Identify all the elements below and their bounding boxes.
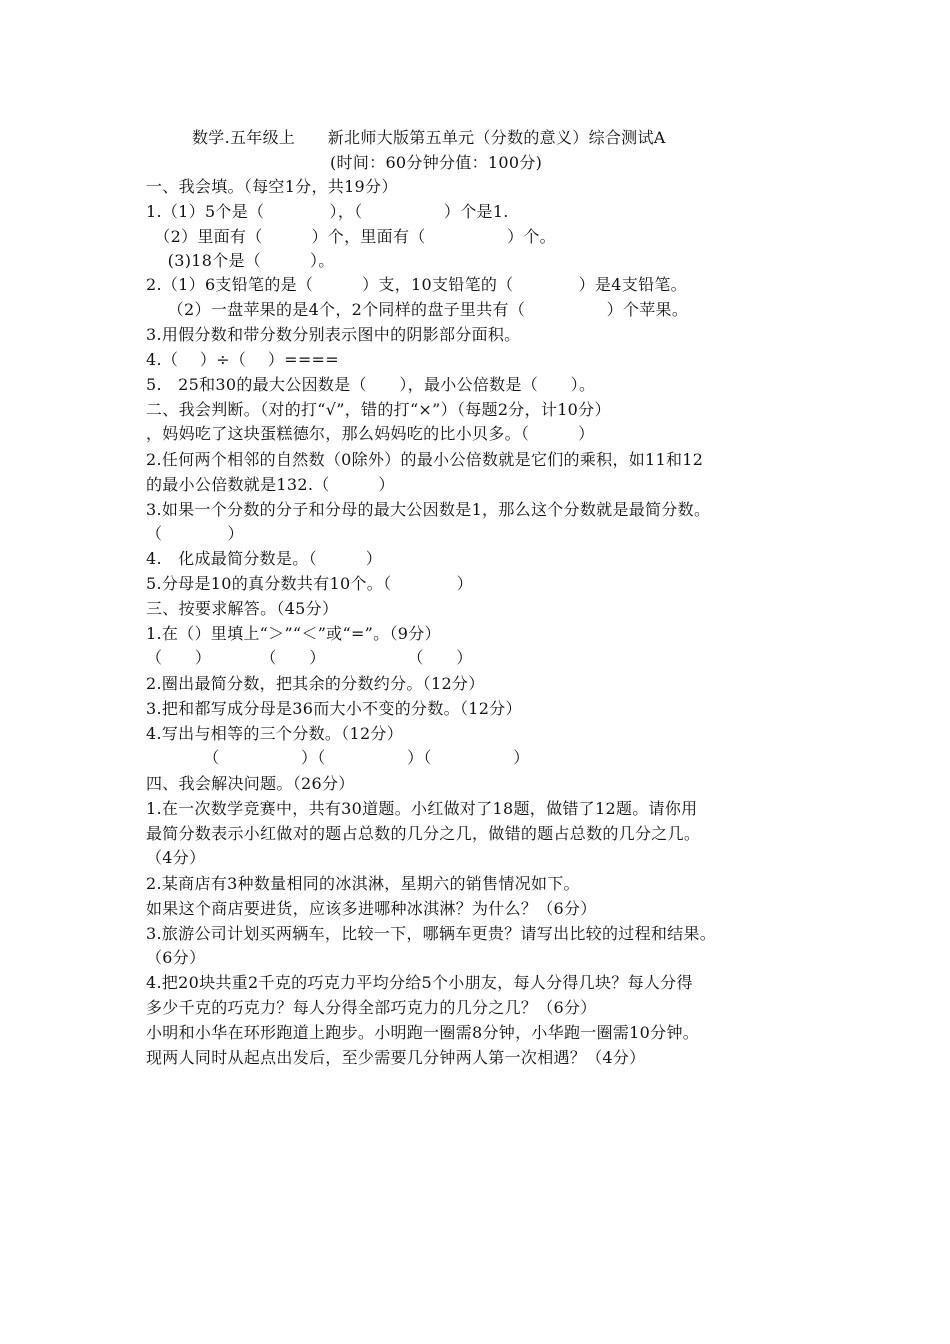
page-subtitle: (时间：60分钟分值：100分) [330, 153, 543, 172]
question-line: 3.旅游公司计划买两辆车，比较一下，哪辆车更贵？请写出比较的过程和结果。 [146, 924, 717, 943]
question-line: 多少千克的巧克力？每人分得全部巧克力的几分之几？（6分） [146, 998, 597, 1017]
question-line: 1.在（）里填上“＞”“＜”或“=”。（9分） [146, 624, 441, 643]
question-line: ，妈妈吃了这块蛋糕德尔，那么妈妈吃的比小贝多。（ ） [146, 424, 595, 443]
section-heading: 二、我会判断。（对的打“√”，错的打“×”）（每题2分，计10分） [146, 400, 611, 419]
question-line: 最简分数表示小红做对的题占总数的几分之几，做错的题占总数的几分之几。 [146, 824, 701, 843]
answer-blank: （ ） [146, 524, 244, 543]
answer-blanks: （ ）（ ）（ ） [146, 748, 530, 767]
question-line: 2.任何两个相邻的自然数（0除外）的最小公倍数就是它们的乘积，如11和12 [146, 450, 704, 469]
question-line: 5.分母是10的真分数共有10个。（ ） [146, 574, 473, 593]
question-line: 如果这个商店要进货，应该多进哪种冰淇淋？为什么？（6分） [146, 899, 597, 918]
question-line: 3.把和都写成分母是36而大小不变的分数。（12分） [146, 699, 522, 718]
question-line: 4.把20块共重2千克的巧克力平均分给5个小朋友，每人分得几块？每人分得 [146, 973, 693, 992]
question-line: 2.（1）6支铅笔的是（ ）支，10支铅笔的（ ）是4支铅笔。 [146, 275, 687, 294]
question-line: （4分） [146, 848, 206, 867]
question-line: （2）一盘苹果的是4个，2个同样的盘子里共有（ ）个苹果。 [146, 300, 689, 319]
section-heading: 四、我会解决问题。（26分） [146, 774, 355, 793]
page-title: 数学.五年级上 新北师大版第五单元（分数的意义）综合测试A [192, 128, 666, 147]
question-line: 4. 化成最简分数是。（ ） [146, 549, 383, 568]
question-line: 2.圈出最简分数，把其余的分数约分。（12分） [146, 674, 485, 693]
question-line: 3.用假分数和带分数分别表示图中的阴影部分面积。 [146, 325, 521, 344]
question-line: （6分） [146, 948, 206, 967]
question-line: 2.某商店有3种数量相同的冰淇淋，星期六的销售情况如下。 [146, 874, 580, 893]
section-heading: 三、按要求解答。（45分） [146, 599, 339, 618]
section-heading: 一、我会填。（每空1分，共19分） [146, 177, 398, 196]
question-line: 3.如果一个分数的分子和分母的最大公因数是1，那么这个分数就是最简分数。 [146, 500, 711, 519]
question-line: 5. 25和30的最大公因数是（ ），最小公倍数是（ ）。 [146, 375, 596, 394]
question-line: 小明和小华在环形跑道上跑步。小明跑一圈需8分钟，小华跑一圈需10分钟。 [146, 1023, 700, 1042]
question-line: 1.（1）5个是（ ），（ ）个是1. [146, 202, 509, 221]
question-line: 1.在一次数学竞赛中，共有30道题。小红做对了18题，做错了12题。请你用 [146, 799, 698, 818]
question-line: 的最小公倍数就是132.（ ） [146, 475, 395, 494]
question-line: 现两人同时从起点出发后，至少需要几分钟两人第一次相遇？（4分） [146, 1048, 646, 1067]
answer-blanks: （ ） （ ） （ ） [146, 648, 473, 667]
question-line: (3)18个是（ ）。 [146, 251, 335, 270]
question-line: （2）里面有（ ）个，里面有（ ）个。 [146, 227, 556, 246]
question-line: 4.写出与相等的三个分数。（12分） [146, 724, 404, 743]
question-line: 4.（ ）÷（ ）==== [146, 350, 339, 369]
